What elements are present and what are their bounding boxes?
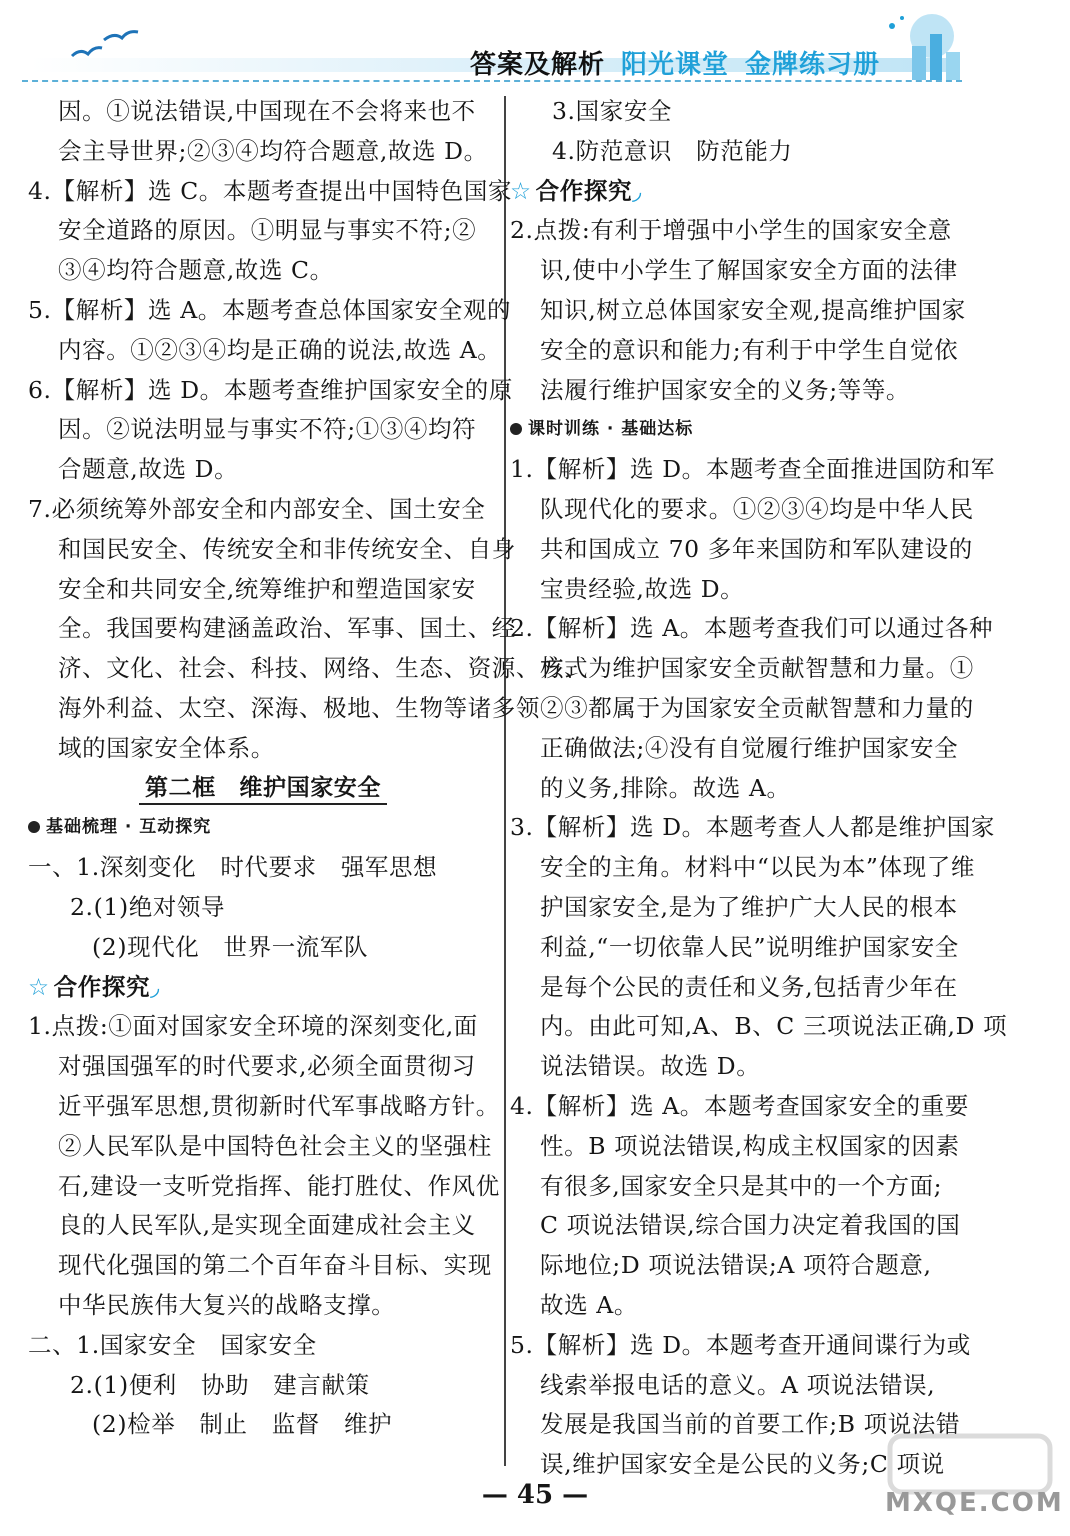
text-line: 识,使中小学生了解国家安全方面的法律 [540,256,958,285]
header-title-answers: 答案及解析 [470,50,606,80]
text-line: 域的国家安全体系。 [58,733,275,762]
text-line: 利益,“一切依靠人民”说明维护国家安全 [540,932,959,961]
text-line: 性。B 项说法错误,构成主权国家的因素 [540,1131,960,1160]
text-line: 是每个公民的责任和义务,包括青少年在 [540,972,958,1001]
text-line: 2.(1)便利 协助 建言献策 [70,1370,370,1399]
text-line: 的义务,排除。故选 A。 [540,773,791,802]
text-line: ③④均符合题意,故选 C。 [58,256,334,285]
header-title [470,44,880,81]
text-line: 4.【解析】选 A。本题考查国家安全的重要 [510,1091,969,1120]
text-line: 1.点拨:①面对国家安全环境的深刻变化,面 [28,1012,478,1041]
text-line: 宝贵经验,故选 D。 [540,574,745,603]
landmark-decoration-icon [872,6,972,84]
text-line: 二、1.国家安全 国家安全 [28,1330,317,1359]
text-line: 正确做法;④没有自觉履行维护国家安全 [540,733,959,762]
text-line: (2)检举 制止 监督 维护 [92,1410,393,1439]
watermark-text: MXQE.COM [885,1488,1064,1518]
training-label-text: 课时训练 · 基础达标 [528,419,694,440]
text-line: 和国民安全、传统安全和非传统安全、自身 [58,534,516,563]
text-line: (2)现代化 世界一流军队 [92,932,369,961]
text-line: 发展是我国当前的首要工作;B 项说法错 [540,1410,961,1439]
text-line: 济、文化、社会、科技、网络、生态、资源、核、 [58,654,589,683]
text-line: 全。我国要构建涵盖政治、军事、国土、经 [58,614,516,643]
text-line: 际地位;D 项说法错误;A 项符合题意, [540,1251,932,1280]
text-line: 会主导世界;②③④均符合题意,故选 D。 [58,136,488,165]
text-line: 因。②说法明显与事实不符;①③④均符 [58,415,477,444]
bullet-icon [510,423,522,435]
text-line: 法履行维护国家安全的义务;等等。 [540,375,911,404]
text-line: 3.【解析】选 D。本题考查人人都是维护国家 [510,813,995,842]
training-label [510,410,972,450]
text-line: 7.必须统筹外部安全和内部安全、国土安全 [28,494,486,523]
text-line: C 项说法错误,综合国力决定着我国的国 [540,1211,961,1240]
text-line: 2.(1)绝对领导 [70,892,226,921]
left-column [28,92,589,1445]
text-line: 因。①说法错误,中国现在不会将来也不 [58,97,476,125]
basic-review-label-text: 基础梳理 · 互动探究 [46,817,212,838]
text-line: 近平强军思想,贯彻新时代军事战略方针。 [58,1091,500,1120]
text-line: 5.【解析】选 A。本题考查总体国家安全观的 [28,295,512,324]
text-line: 6.【解析】选 D。本题考查维护国家安全的原 [28,375,513,404]
text-line: 安全的意识和能力;有利于中学生自觉依 [540,335,959,364]
text-line: 安全的主角。材料中“以民为本”体现了维 [540,853,975,882]
swoosh-icon: ◞ [632,176,642,205]
page-header [0,0,1070,96]
header-title-book: 金牌练习册 [745,50,881,80]
text-line: 方式为维护国家安全贡献智慧和力量。① [540,654,974,683]
text-line: 故选 A。 [540,1290,638,1319]
text-line: 安全道路的原因。①明显与事实不符;② [58,216,477,245]
text-line: 护国家安全,是为了维护广大人民的根本 [540,892,958,921]
text-line: 安全和共同安全,统筹维护和塑造国家安 [58,574,476,603]
text-line: 说法错误。故选 D。 [540,1052,761,1081]
text-line: 石,建设一支听党指挥、能打胜仗、作风优 [58,1171,500,1200]
text-line: 海外利益、太空、深海、极地、生物等诸多领 [58,693,540,722]
text-line: 对强国强军的时代要求,必须全面贯彻习 [58,1052,476,1081]
birds-icon [70,26,140,66]
cooperation-label [510,172,972,212]
text-line: 误,维护国家安全是公民的义务;C 项说 [540,1450,945,1479]
text-line: 3.国家安全 [552,97,673,125]
text-line: 有很多,国家安全只是其中的一个方面; [540,1171,943,1200]
text-line: 队现代化的要求。①②③④均是中华人民 [540,494,974,523]
text-line: 知识,树立总体国家安全观,提高维护国家 [540,295,966,324]
bullet-icon [28,821,40,833]
text-line: 共和国成立 70 多年来国防和军队建设的 [540,534,973,563]
text-line: 合题意,故选 D。 [58,455,239,484]
text-line: 1.【解析】选 D。本题考查全面推进国防和军 [510,455,995,484]
text-line: 4.【解析】选 C。本题考查提出中国特色国家 [28,176,513,205]
cooperation-label [28,968,498,1008]
text-line: ②人民军队是中国特色社会主义的坚强柱 [58,1131,492,1160]
text-line: ②③都属于为国家安全贡献智慧和力量的 [540,693,974,722]
text-line: 线索举报电话的意义。A 项说法错误, [540,1370,936,1399]
section-title-text: 第二框 维护国家安全 [139,775,387,805]
cooperation-label-text: 合作探究 [535,176,633,205]
text-line: 良的人民军队,是实现全面建成社会主义 [58,1211,476,1240]
section-title [28,769,498,809]
text-line: 2.点拨:有利于增强中小学生的国家安全意 [510,216,952,245]
swoosh-icon: ◞ [150,972,160,1001]
star-icon: ☆ [28,972,50,1001]
text-line: 5.【解析】选 D。本题考查开通间谍行为或 [510,1330,971,1359]
header-title-series: 阳光课堂 [621,50,730,80]
star-icon: ☆ [510,176,532,205]
right-column [510,92,1008,1485]
page-number: — 45 — [481,1480,589,1510]
text-line: 中华民族伟大复兴的战略支撑。 [58,1290,396,1319]
text-line: 现代化强国的第二个百年奋斗目标、实现 [58,1251,492,1280]
text-line: 2.【解析】选 A。本题考查我们可以通过各种 [510,614,994,643]
basic-review-label [28,808,498,848]
text-line: 一、1.深刻变化 时代要求 强军思想 [28,853,438,882]
text-line: 内。由此可知,A、B、C 三项说法正确,D 项 [540,1012,1008,1041]
text-line: 4.防范意识 防范能力 [552,136,793,165]
cooperation-label-text: 合作探究 [53,972,151,1001]
text-line: 内容。①②③④均是正确的说法,故选 A。 [58,335,502,364]
